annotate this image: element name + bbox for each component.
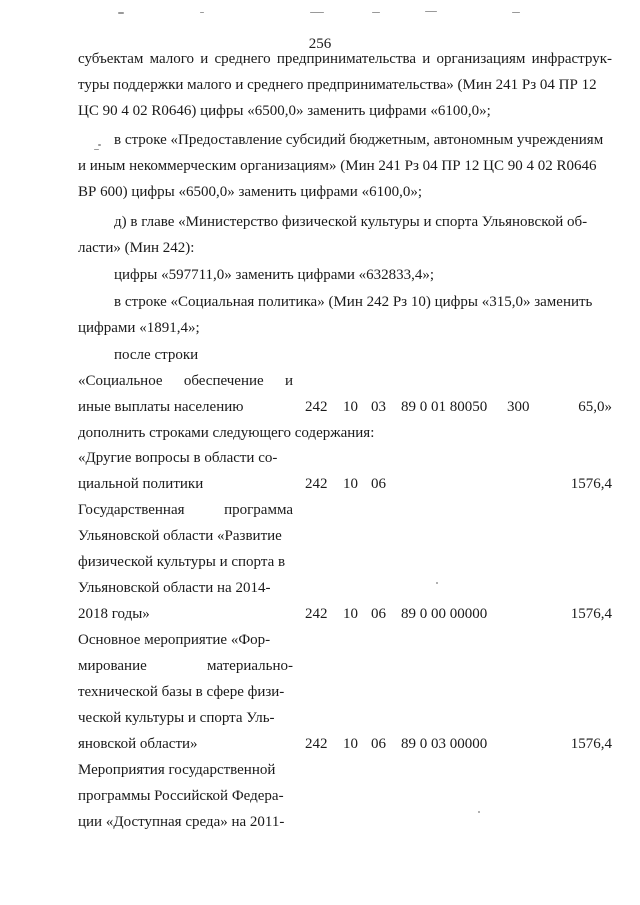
word: инфраструк-: [531, 51, 612, 67]
word: «Социальное: [78, 373, 163, 389]
description-line: иные выплаты населению: [78, 399, 244, 415]
description-line: технической базы в сфере физи-: [78, 684, 285, 700]
description-line: программы Российской Федера-: [78, 788, 284, 804]
cell-sum: 1576,4: [570, 476, 612, 492]
word: предпринимательства: [276, 51, 417, 67]
cell-min: 242: [305, 736, 328, 752]
paragraph-line: д) в главе «Министерство физической культуры и спорта Ульяновской об-: [114, 214, 588, 230]
scan-speck: [310, 12, 324, 13]
paragraph-line: в строке «Предоставление субсидий бюджетным, автономным учреждениям: [114, 132, 604, 148]
word: мирование: [78, 658, 147, 674]
cell-cs: 89 0 01 80050: [401, 399, 488, 415]
paragraph-line: после строки: [114, 347, 199, 363]
word: организациям: [436, 51, 526, 67]
description-line: ции «Доступная среда» на 2011-: [78, 814, 285, 830]
paragraph-line: туры поддержки малого и среднего предпринимательства» (Мин 241 Рз 04 ПР 12: [78, 77, 597, 93]
description-line: яновской области»: [78, 736, 198, 752]
word: программа: [224, 502, 293, 518]
description-line: Ульяновской области «Развитие: [78, 528, 282, 544]
cell-rz: 10: [343, 399, 358, 415]
scan-speck: [425, 11, 437, 12]
cell-rz: 10: [343, 606, 358, 622]
word: малого: [149, 51, 195, 67]
scan-speck: [94, 149, 99, 150]
scan-speck: [200, 12, 204, 13]
scan-speck: [372, 12, 380, 13]
description-line: [78, 653, 293, 679]
description-line: ческой культуры и спорта Уль-: [78, 710, 275, 726]
page-number: 256: [308, 36, 332, 52]
word: субъектам: [78, 51, 144, 67]
description-line: [78, 368, 293, 394]
paragraph-line: ЦС 90 4 02 R0646) цифры «6500,0» заменить цифрами «6100,0»;: [78, 103, 491, 119]
scan-speck: [436, 582, 438, 584]
description-line: циальной политики: [78, 476, 204, 492]
cell-pr: 03: [371, 399, 386, 415]
cell-min: 242: [305, 476, 328, 492]
scan-speck: [512, 12, 520, 13]
table-row-description: [78, 368, 293, 420]
cell-sum: 65,0»: [578, 399, 612, 415]
scan-speck: [478, 811, 480, 813]
paragraph-line: и иным некоммерческим организациям» (Мин 241 Рз 04 ПР 12 ЦС 90 4 02 R0646: [78, 158, 597, 174]
table-row-description: [78, 757, 293, 835]
description-line: [78, 497, 293, 523]
description-line: «Другие вопросы в области со-: [78, 450, 278, 466]
description-line: Ульяновской области на 2014-: [78, 580, 271, 596]
cell-pr: 06: [371, 476, 386, 492]
table-row-description: [78, 627, 293, 757]
cell-cs: 89 0 03 00000: [401, 736, 488, 752]
cell-cs: 89 0 00 00000: [401, 606, 488, 622]
word: материально-: [206, 658, 293, 674]
word: обеспечение: [183, 373, 264, 389]
description-line: Мероприятия государственной: [78, 762, 276, 778]
table-row-description: [78, 497, 293, 627]
paragraph-line: [78, 46, 612, 72]
word: и: [200, 51, 209, 67]
cell-sum: 1576,4: [570, 606, 612, 622]
scan-speck: [118, 12, 124, 14]
description-line: 2018 годы»: [78, 606, 150, 622]
word: Государственная: [78, 502, 185, 518]
cell-pr: 06: [371, 736, 386, 752]
after-table-text: дополнить строками следующего содержания:: [78, 425, 375, 441]
cell-vr: 300: [507, 399, 530, 415]
word: среднего: [214, 51, 271, 67]
cell-pr: 06: [371, 606, 386, 622]
paragraph-line: ВР 600) цифры «6500,0» заменить цифрами «6100,0»;: [78, 184, 422, 200]
table-row-description: [78, 445, 293, 497]
cell-rz: 10: [343, 476, 358, 492]
scan-speck: [98, 144, 101, 146]
paragraph-line: в строке «Социальная политика» (Мин 242 Рз 10) цифры «315,0» заменить: [114, 294, 593, 310]
cell-min: 242: [305, 606, 328, 622]
description-line: физической культуры и спорта в: [78, 554, 286, 570]
description-line: Основное мероприятие «Фор-: [78, 632, 271, 648]
cell-rz: 10: [343, 736, 358, 752]
word: и: [284, 373, 293, 389]
paragraph-line: цифры «597711,0» заменить цифрами «632833,4»;: [114, 267, 435, 283]
paragraph-line: цифрами «1891,4»;: [78, 320, 200, 336]
paragraph-line: ласти» (Мин 242):: [78, 240, 195, 256]
cell-min: 242: [305, 399, 328, 415]
cell-sum: 1576,4: [570, 736, 612, 752]
word: и: [422, 51, 431, 67]
